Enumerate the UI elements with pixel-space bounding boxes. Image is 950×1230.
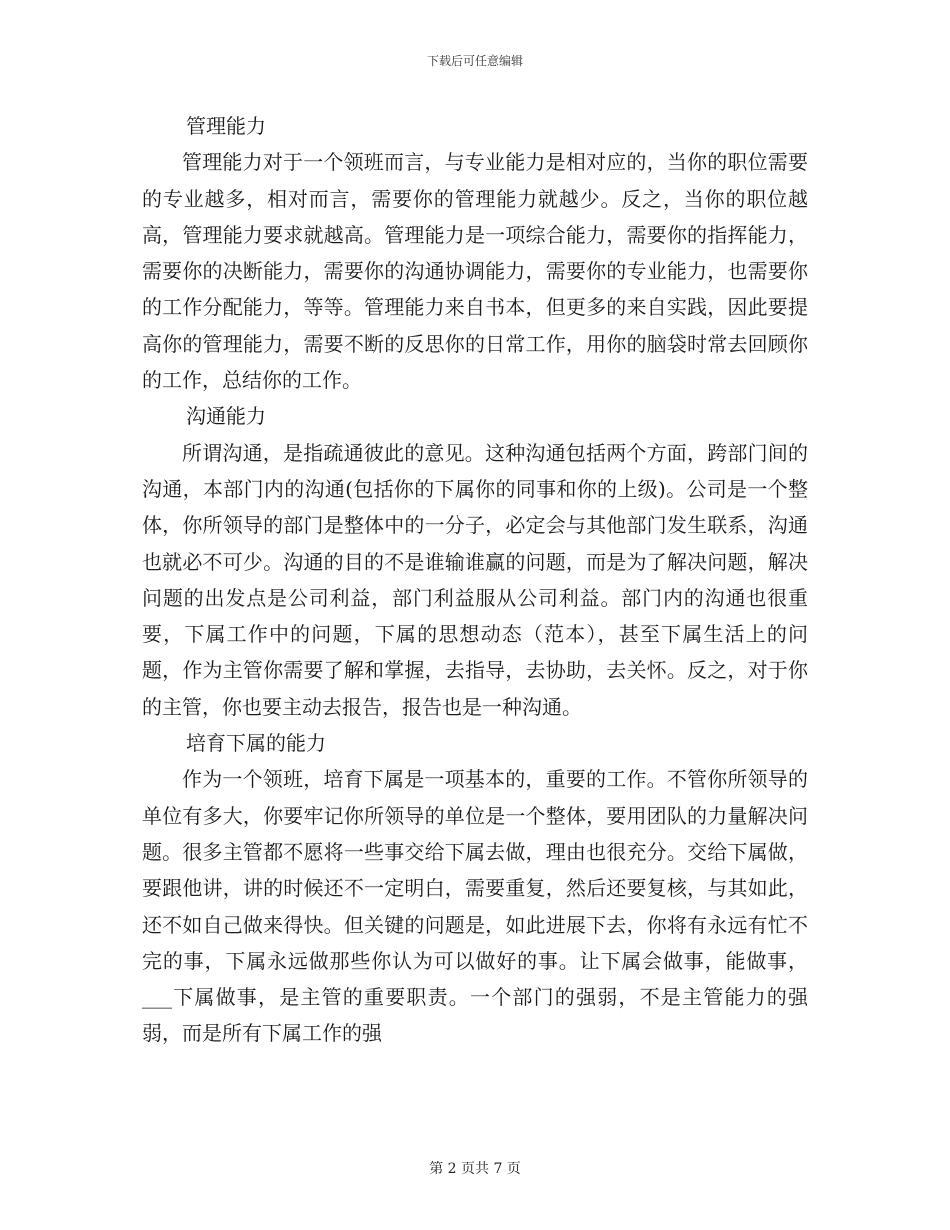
section-body-training: 作为一个领班，培育下属是一项基本的，重要的工作。不管你所领导的单位有多大，你要牢记你所领导的单位是一个整体，要用团队的力量解决问题。很多主管都不愿将一些事交给下属去做，理由也很充分。交给下属做，要跟他讲，讲的时候还不一定明白，需要重复，然后还要复核，与其如此，还不如自己做来得快。但关键的问题是，如此进展下去，你将有永远有忙不完的事，下属永远做那些你认为可以做好的事。让下属会做事，能做事，___下属做事，是主管的重要职责。一个部门的强弱，不是主管能力的强弱，而是所有下属工作的强 [142,767,808,1046]
section-heading-communication: 沟通能力 [186,404,266,429]
section-heading-management: 管理能力 [186,114,266,138]
section-heading-training: 培育下属的能力 [186,731,326,756]
page-number: 第 2 页共 7 页 [429,1161,521,1177]
section-body-management: 管理能力对于一个领班而言，与专业能力是相对应的，当你的职位需要的专业越多，相对而言，需要你的管理能力就越少。反之，当你的职位越高，管理能力要求就越高。管理能力是一项综合能力，需要你的指挥能力，需要你的决断能力，需要你的沟通协调能力，需要你的专业能力，也需要你的工作分配能力，等等。管理能力来自书本，但更多的来自实践，因此要提高你的管理能力，需要不断的反思你的日常工作，用你的脑袋时常去回顾你的工作，总结你的工作。 [142,150,808,393]
page-header: 下载后可任意编辑 [426,54,523,68]
document-body [142,108,808,1052]
section-body-communication: 所谓沟通，是指疏通彼此的意见。这种沟通包括两个方面，跨部门间的沟通，本部门内的沟通(包括你的下属你的同事和你的上级)。公司是一个整体，你所领导的部门是整体中的一分子，必定会与其他部门发生联系，沟通也就必不可少。沟通的目的不是谁输谁赢的问题，而是为了解决问题，解决问题的出发点是公司利益，部门利益服从公司利益。部门内的沟通也很重要，下属工作中的问题，下属的思想动态（范本），甚至下属生活上的问题，作为主管你需要了解和掌握，去指导，去协助，去关怀。反之，对于你的主管，你也要主动去报告，报告也是一种沟通。 [142,440,808,719]
